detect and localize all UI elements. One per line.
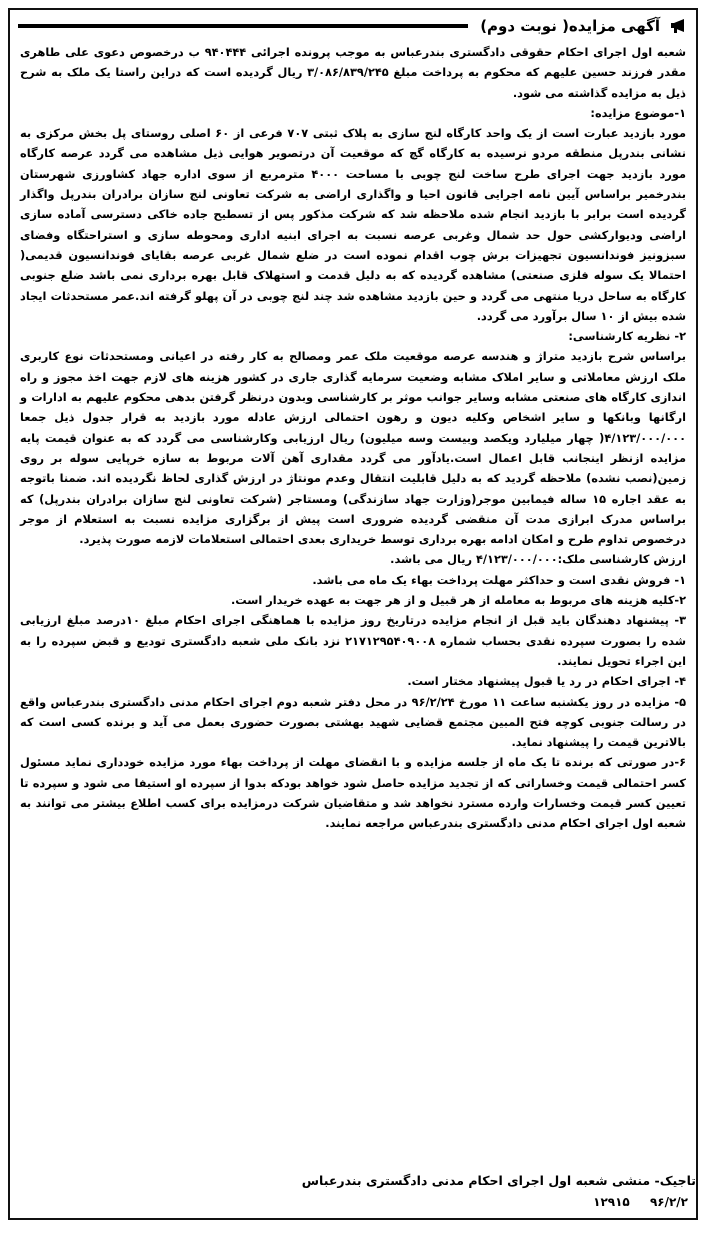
condition-item: ۳- پیشنهاد دهندگان باید قبل از انجام مزایده درتاریخ روز مزایده با هماهنگی اجرای احکام مبلغ ۱۰درصد مبلغ ارزیابی شده را بصورت سپرده نقدی بحساب شماره ۲۱۷۱۲۹۵۴۰۹۰۰۸ نزد بانک ملی شعبه دادگستری تودیع و قبض سپرده را به این اجراء تحویل نمایند. [20, 613, 686, 668]
condition-item: ۴- اجرای احکام در رد یا قبول پیشنهاد مختار است. [407, 674, 686, 689]
condition-item: ۲-کلیه هزینه های مربوط به معامله از هر قبیل و از هر جهت به عهده خریدار است. [230, 593, 686, 608]
auction-notice [8, 8, 698, 1220]
notice-ref-number: ۱۲۹۱۵ [593, 1195, 630, 1209]
intro-paragraph: شعبه اول اجرای احکام حقوقی دادگستری بندرعباس به موجب پرونده اجرائی ۹۴۰۴۴۴ ب درخصوص دعوی علی طاهری مقدر فرزند حسین علیهم که محکوم به پرداخت مبلغ ۳/۰۸۶/۸۳۹/۲۴۵ ریال گردیده است که دراین راستا یک ملک به شرح ذیل به مزایده گذاشته می شود. [20, 45, 686, 100]
condition-item: ۶-در صورتی که برنده تا یک ماه از جلسه مزایده و با انقضای مهلت از پرداخت بهاء مورد مزایده خودداری نماید مسئول کسر احتمالی قیمت وخساراتی که از تجدید مزایده حاصل شود خواهد بودکه بدوا از سپرده او استیفا می شود و سپرده تا تعیین کسر قیمت وخسارات وارده مسترد نخواهد شد و متقاضیان شرکت درمزایده برای کسب اطلاع بیشتر می توانند به شعبه اول اجرای احکام مدنی دادگستری بندرعباس مراجعه نمایند. [20, 755, 686, 831]
section-body-subject: مورد بازدید عبارت است از یک واحد کارگاه لنج سازی به پلاک ثبتی ۷۰۷ فرعی از ۶۰ اصلی روستای پل بخش مرکزی به نشانی بندرپل منطقه مردو نرسیده به کارگاه گچ که موقعیت آن درتصویر هوایی ذیل مشاهده می گردد عرصه کارگاه مورد بازدید جهت اجرای طرح ساخت لنج چوبی با مساحت ۴۰۰۰ مترمربع از سوی اداره جهاد کشاورزی شهرستان بندرخمیر براساس آیین نامه اجرایی قانون احیا و واگذاری اراضی به شرکت تعاونی لنج سازان برادران بندرپل واگذار گردیده است برابر با بازدید انجام شده ملاحظه شد که شرکت مذکور پس از تسطیح جاده خاکی دسترسی آماده سازی اراضی ودیوارکشی حول حد شمال وغربی عرصه نسبت به اجرای ابنیه اداری ومحوطه سازی و استراحتگاه وفضای سبزونیز فوندانسیون تجهیزات برش چوب اقدام نموده است در ضلع شمال غربی عرصه بقایای فوندانسیون قدیمی( احتمالا یک سوله فلزی صنعتی) مشاهده گردیده که به دلیل قدمت و استهلاک قابل بهره برداری نمی باشد ضلع جنوبی کارگاه به ساحل دریا منتهی می گردد و حین بازدید مشاهده شد چند لنج چوبی در آن پهلو گرفته اند.عمر مستحدثات ایجاد شده بیش از ۱۰ سال برآورد می گردد. [20, 126, 687, 323]
reference-line [10, 1192, 696, 1212]
megaphone-icon [668, 16, 688, 36]
notice-body [10, 40, 696, 834]
signature-line: تاجیک- منشی شعبه اول اجرای احکام مدنی دادگستری بندرعباس [301, 1173, 696, 1188]
notice-footer [10, 1170, 696, 1212]
condition-item: ۱- فروش نقدی است و حداکثر مهلت پرداخت بهاء یک ماه می باشد. [312, 572, 686, 587]
section-heading-expert-opinion: ۲- نظریه کارشناسی: [568, 329, 686, 344]
appraisal-value: ارزش کارشناسی ملک:۴/۱۲۳/۰۰۰/۰۰۰ ریال می باشد. [390, 552, 686, 567]
condition-item: ۵- مزایده در روز یکشنبه ساعت ۱۱ مورخ ۹۶/۲/۲۴ در محل دفتر شعبه دوم اجرای احکام مدنی دادگستری بندرعباس واقع در رسالت جنوبی کوچه فتح المبین مجتمع قضایی شهید بهشتی بصورت حضوری بعمل می آید و برنده کسی است که بالاترین قیمت را پیشنهاد نماید. [20, 694, 686, 750]
notice-date: ۹۶/۲/۲ [649, 1195, 688, 1209]
section-heading-subject: ۱-موضوع مزایده: [590, 105, 686, 120]
notice-title: آگهی مزایده( نوبت دوم) [480, 17, 660, 35]
section-body-expert-opinion: براساس شرح بازدید متراژ و هندسه عرصه موقعیت ملک عمر ومصالح به کار رفته در اعیانی ومستحدثات نوع کاربری ملک ارزش معاملاتی و سایر املاک مشابه وضعیت سرمایه گذاری جاری در کشور هزینه های لازم جهت اخذ مجوز و راه اندازی کارگاه های صنعتی مشابه وسایر جوانب موثر بر کارشناسی وبدون درنظر گرفتن بدهی محکوم علیهم به ادارات و ارگانها وبانکها و سایر اشخاص وکلیه دیون و رهون احتمالی ارزش عادله مورد بازدید به قرار جدول ذیل جمعا ۴/۱۲۳/۰۰۰/۰۰۰( چهار میلیارد ویکصد وبیست وسه میلیون) ریال ارزیابی وکارشناسی می گردد که به عنوان قیمت پایه مزایده ازنظر اینجانب قابل اعمال است.یادآور می گردد مقداری آهن آلات مربوط به سازه خرپایی سوله بر روی زمین(نصب نشده) ملاحظه گردید که به دلیل قابلیت انتقال وعدم مونتاژ در ارزش گذاری لحاظ نگردیده اند. ضمنا باتوجه به عقد اجاره ۱۵ ساله فیمابین موجر(وزارت جهاد سازندگی) ومستاجر (شرکت تعاونی لنج سازان برادران بندرپل) که براساس مدرک ابرازی مدت آن منقضی گردیده ضروری است پیش از برگزاری مزایده نسبت به استعلام از موجر درخصوص تداوم طرح و امکان ادامه بهره برداری توسط خریداری بعدی احتمالی استعلامات لازمه صورت پذیرد. [20, 349, 686, 547]
notice-header [10, 10, 696, 40]
header-rule [18, 17, 468, 35]
